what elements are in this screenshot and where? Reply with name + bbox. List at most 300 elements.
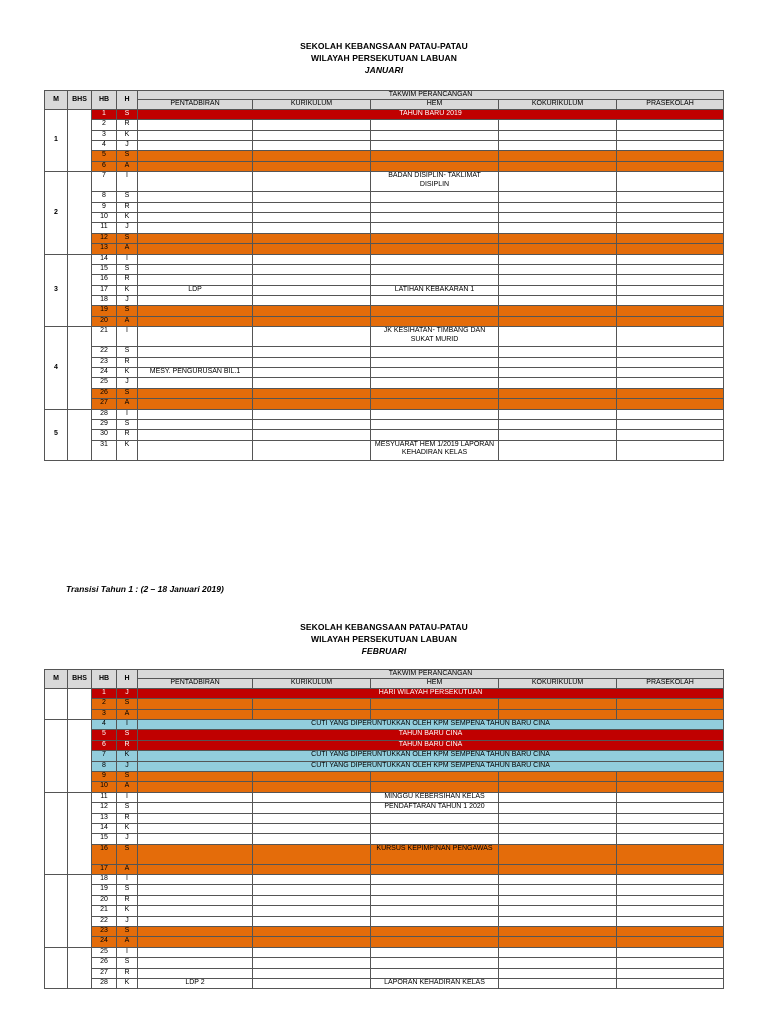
cell-kurikulum <box>253 440 371 460</box>
day-number: 19 <box>92 306 117 316</box>
day-number: 9 <box>92 771 117 781</box>
cell-kurikulum <box>253 813 371 823</box>
day-letter: J <box>117 378 138 388</box>
day-number: 7 <box>92 172 117 192</box>
day-number: 17 <box>92 864 117 874</box>
cell-prasekolah <box>617 409 724 419</box>
cell-hem <box>371 937 499 947</box>
table-row <box>45 233 724 243</box>
day-number: 1 <box>92 688 117 698</box>
cell-prasekolah <box>617 906 724 916</box>
cell-pentadbiran <box>138 192 253 202</box>
cell-kurikulum <box>253 916 371 926</box>
cell-kokurikulum <box>499 264 617 274</box>
day-number: 12 <box>92 233 117 243</box>
cell-kurikulum <box>253 327 371 347</box>
day-letter: I <box>117 875 138 885</box>
day-number: 3 <box>92 130 117 140</box>
day-letter: S <box>117 306 138 316</box>
cell-pentadbiran <box>138 120 253 130</box>
cell-kurikulum <box>253 803 371 813</box>
cell-kurikulum <box>253 844 371 864</box>
bhs-cell <box>68 792 92 874</box>
cell-kurikulum <box>253 357 371 367</box>
day-letter: J <box>117 761 138 771</box>
cell-kokurikulum <box>499 285 617 295</box>
cell-kokurikulum <box>499 254 617 264</box>
day-number: 5 <box>92 730 117 740</box>
cell-prasekolah <box>617 120 724 130</box>
table-row <box>45 316 724 326</box>
cell-prasekolah <box>617 161 724 171</box>
day-letter: J <box>117 140 138 150</box>
cell-kokurikulum <box>499 357 617 367</box>
cell-prasekolah <box>617 978 724 988</box>
table-row <box>45 192 724 202</box>
cell-prasekolah <box>617 792 724 802</box>
cell-prasekolah <box>617 388 724 398</box>
header-col-kokurikulum: KOKURIKULUM <box>499 679 617 688</box>
cell-pentadbiran <box>138 771 253 781</box>
day-number: 24 <box>92 937 117 947</box>
cell-kokurikulum <box>499 968 617 978</box>
cell-kurikulum <box>253 927 371 937</box>
cell-prasekolah <box>617 895 724 905</box>
table-row <box>45 823 724 833</box>
cell-hem <box>371 296 499 306</box>
cell-kokurikulum <box>499 844 617 864</box>
header-col-kurikulum: KURIKULUM <box>253 100 371 109</box>
cell-kokurikulum <box>499 792 617 802</box>
cell-kurikulum <box>253 316 371 326</box>
cell-hem: JK KESIHATAN- TIMBANG DAN SUKAT MURID <box>371 327 499 347</box>
week-number: 4 <box>45 327 68 409</box>
cell-hem <box>371 823 499 833</box>
cell-kokurikulum <box>499 834 617 844</box>
day-letter: K <box>117 285 138 295</box>
cell-hem <box>371 699 499 709</box>
day-letter: S <box>117 233 138 243</box>
cell-kokurikulum <box>499 399 617 409</box>
bhs-cell <box>68 254 92 327</box>
day-number: 23 <box>92 357 117 367</box>
holiday-event: CUTI YANG DIPERUNTUKKAN OLEH KPM SEMPENA TAHUN BARU CINA <box>138 719 724 729</box>
day-number: 20 <box>92 316 117 326</box>
day-number: 3 <box>92 709 117 719</box>
day-letter: R <box>117 357 138 367</box>
cell-prasekolah <box>617 233 724 243</box>
day-number: 14 <box>92 823 117 833</box>
day-letter: I <box>117 719 138 729</box>
day-letter: S <box>117 699 138 709</box>
cell-kokurikulum <box>499 347 617 357</box>
cell-hem <box>371 130 499 140</box>
cell-hem <box>371 202 499 212</box>
cell-kokurikulum <box>499 895 617 905</box>
table-row <box>45 699 724 709</box>
header-h: H <box>117 91 138 110</box>
table-row <box>45 419 724 429</box>
cell-hem <box>371 140 499 150</box>
cell-kokurikulum <box>499 306 617 316</box>
header-bhs: BHS <box>68 670 92 689</box>
day-number: 11 <box>92 792 117 802</box>
cell-prasekolah <box>617 399 724 409</box>
cell-hem <box>371 212 499 222</box>
cell-pentadbiran <box>138 357 253 367</box>
day-letter: I <box>117 947 138 957</box>
cell-pentadbiran: MESY. PENGURUSAN BIL.1 <box>138 368 253 378</box>
table-row <box>45 885 724 895</box>
holiday-event: TAHUN BARU 2019 <box>138 109 724 119</box>
cell-kurikulum <box>253 368 371 378</box>
cell-kokurikulum <box>499 233 617 243</box>
cell-pentadbiran <box>138 440 253 460</box>
day-letter: S <box>117 885 138 895</box>
day-letter: A <box>117 782 138 792</box>
day-letter: S <box>117 109 138 119</box>
cell-hem <box>371 275 499 285</box>
table-row <box>45 803 724 813</box>
cell-pentadbiran <box>138 895 253 905</box>
day-number: 15 <box>92 834 117 844</box>
cell-prasekolah <box>617 440 724 460</box>
day-letter: J <box>117 688 138 698</box>
week-number <box>45 688 68 719</box>
month-title-januari: JANUARI <box>364 65 404 75</box>
table-row <box>45 388 724 398</box>
cell-prasekolah <box>617 782 724 792</box>
cell-pentadbiran <box>138 947 253 957</box>
cell-kurikulum <box>253 782 371 792</box>
cell-pentadbiran <box>138 130 253 140</box>
cell-hem <box>371 864 499 874</box>
week-number: 1 <box>45 109 68 171</box>
cell-prasekolah <box>617 285 724 295</box>
cell-kokurikulum <box>499 875 617 885</box>
cell-kokurikulum <box>499 813 617 823</box>
cell-hem: LAPORAN KEHADIRAN KELAS <box>371 978 499 988</box>
cell-prasekolah <box>617 771 724 781</box>
cell-kokurikulum <box>499 864 617 874</box>
header-h: H <box>117 670 138 689</box>
cell-hem: MINGGU KEBERSIHAN KELAS <box>371 792 499 802</box>
table-row <box>45 368 724 378</box>
header-col-hem: HEM <box>371 100 499 109</box>
day-number: 18 <box>92 296 117 306</box>
table-row <box>45 761 724 771</box>
table-row <box>45 958 724 968</box>
day-letter: S <box>117 151 138 161</box>
table-row <box>45 430 724 440</box>
day-number: 16 <box>92 844 117 864</box>
day-number: 13 <box>92 813 117 823</box>
table-row <box>45 285 724 295</box>
week-number: 5 <box>45 409 68 460</box>
cell-prasekolah <box>617 264 724 274</box>
cell-pentadbiran <box>138 140 253 150</box>
cell-pentadbiran <box>138 306 253 316</box>
cell-pentadbiran <box>138 244 253 254</box>
table-row <box>45 709 724 719</box>
day-letter: K <box>117 130 138 140</box>
cell-hem <box>371 357 499 367</box>
header-m: M <box>45 670 68 689</box>
cell-hem: MESYUARAT HEM 1/2019 LAPORAN KEHADIRAN KELAS <box>371 440 499 460</box>
cell-kurikulum <box>253 937 371 947</box>
cell-kokurikulum <box>499 782 617 792</box>
cell-pentadbiran <box>138 813 253 823</box>
cell-prasekolah <box>617 192 724 202</box>
cell-kurikulum <box>253 120 371 130</box>
day-letter: K <box>117 368 138 378</box>
day-number: 22 <box>92 347 117 357</box>
cell-pentadbiran <box>138 399 253 409</box>
cell-prasekolah <box>617 212 724 222</box>
header-januari <box>0 40 768 76</box>
cell-prasekolah <box>617 885 724 895</box>
day-letter: R <box>117 275 138 285</box>
table-row <box>45 161 724 171</box>
day-letter: S <box>117 927 138 937</box>
cell-hem <box>371 192 499 202</box>
day-number: 1 <box>92 109 117 119</box>
cell-pentadbiran <box>138 885 253 895</box>
cell-hem <box>371 244 499 254</box>
day-letter: S <box>117 958 138 968</box>
day-letter: K <box>117 906 138 916</box>
cell-hem <box>371 895 499 905</box>
cell-kurikulum <box>253 409 371 419</box>
cell-prasekolah <box>617 834 724 844</box>
header-subrow <box>45 679 724 688</box>
cell-hem <box>371 264 499 274</box>
cell-kokurikulum <box>499 275 617 285</box>
holiday-event: TAHUN BARU CINA <box>138 730 724 740</box>
cell-kokurikulum <box>499 885 617 895</box>
cell-prasekolah <box>617 947 724 957</box>
cell-kokurikulum <box>499 958 617 968</box>
day-number: 10 <box>92 782 117 792</box>
table-row <box>45 254 724 264</box>
bhs-cell <box>68 109 92 171</box>
bhs-cell <box>68 172 92 254</box>
cell-pentadbiran <box>138 347 253 357</box>
header-col-prasekolah: PRASEKOLAH <box>617 100 724 109</box>
bhs-cell <box>68 688 92 719</box>
cell-pentadbiran <box>138 906 253 916</box>
cell-kokurikulum <box>499 430 617 440</box>
day-number: 28 <box>92 409 117 419</box>
day-number: 29 <box>92 419 117 429</box>
holiday-event: TAHUN BARU CINA <box>138 740 724 750</box>
day-number: 26 <box>92 958 117 968</box>
cell-kokurikulum <box>499 223 617 233</box>
cell-prasekolah <box>617 202 724 212</box>
day-number: 19 <box>92 885 117 895</box>
cell-prasekolah <box>617 419 724 429</box>
cell-kurikulum <box>253 306 371 316</box>
bhs-cell <box>68 947 92 989</box>
cell-kokurikulum <box>499 378 617 388</box>
table-row <box>45 130 724 140</box>
day-number: 12 <box>92 803 117 813</box>
cell-pentadbiran <box>138 834 253 844</box>
day-letter: K <box>117 978 138 988</box>
school-name: SEKOLAH KEBANGSAAN PATAU-PATAU <box>300 41 468 51</box>
header-col-pentadbiran: PENTADBIRAN <box>138 100 253 109</box>
cell-prasekolah <box>617 937 724 947</box>
table-row <box>45 740 724 750</box>
table-row <box>45 864 724 874</box>
cell-pentadbiran <box>138 803 253 813</box>
cell-prasekolah <box>617 316 724 326</box>
cell-hem <box>371 161 499 171</box>
cell-kurikulum <box>253 968 371 978</box>
bhs-cell <box>68 875 92 948</box>
table-row <box>45 296 724 306</box>
day-letter: S <box>117 264 138 274</box>
cell-kokurikulum <box>499 419 617 429</box>
cell-prasekolah <box>617 813 724 823</box>
cell-kokurikulum <box>499 316 617 326</box>
cell-hem: LATIHAN KEBAKARAN 1 <box>371 285 499 295</box>
cell-kurikulum <box>253 709 371 719</box>
day-number: 27 <box>92 968 117 978</box>
cell-pentadbiran <box>138 823 253 833</box>
cell-hem <box>371 916 499 926</box>
header-takwim: TAKWIM PERANCANGAN <box>138 91 724 100</box>
day-letter: S <box>117 192 138 202</box>
day-letter: A <box>117 244 138 254</box>
cell-hem <box>371 813 499 823</box>
table-row <box>45 947 724 957</box>
cell-hem <box>371 782 499 792</box>
cell-pentadbiran <box>138 161 253 171</box>
cell-prasekolah <box>617 844 724 864</box>
cell-kokurikulum <box>499 202 617 212</box>
day-number: 8 <box>92 761 117 771</box>
cell-kurikulum <box>253 419 371 429</box>
table-row <box>45 244 724 254</box>
cell-kokurikulum <box>499 130 617 140</box>
cell-prasekolah <box>617 130 724 140</box>
school-name: SEKOLAH KEBANGSAAN PATAU-PATAU <box>300 622 468 632</box>
header-bhs: BHS <box>68 91 92 110</box>
cell-kokurikulum <box>499 823 617 833</box>
cell-pentadbiran <box>138 958 253 968</box>
cell-hem <box>371 947 499 957</box>
day-number: 30 <box>92 430 117 440</box>
day-number: 10 <box>92 212 117 222</box>
cell-kurikulum <box>253 264 371 274</box>
table-row <box>45 347 724 357</box>
cell-hem <box>371 419 499 429</box>
cell-hem <box>371 771 499 781</box>
day-number: 28 <box>92 978 117 988</box>
cell-hem <box>371 927 499 937</box>
header-m: M <box>45 91 68 110</box>
day-number: 21 <box>92 327 117 347</box>
table-row <box>45 834 724 844</box>
cell-prasekolah <box>617 368 724 378</box>
transition-note: Transisi Tahun 1 : (2 – 18 Januari 2019) <box>66 584 224 594</box>
cell-kurikulum <box>253 233 371 243</box>
cell-pentadbiran <box>138 937 253 947</box>
cell-hem <box>371 834 499 844</box>
table-row <box>45 140 724 150</box>
table-row <box>45 172 724 192</box>
day-letter: A <box>117 161 138 171</box>
week-number <box>45 792 68 874</box>
holiday-event: CUTI YANG DIPERUNTUKKAN OLEH KPM SEMPENA TAHUN BARU CINA <box>138 751 724 761</box>
header-col-kurikulum: KURIKULUM <box>253 679 371 688</box>
holiday-event: CUTI YANG DIPERUNTUKKAN OLEH KPM SEMPENA TAHUN BARU CINA <box>138 761 724 771</box>
cell-hem <box>371 316 499 326</box>
day-number: 27 <box>92 399 117 409</box>
cell-pentadbiran <box>138 233 253 243</box>
table-row <box>45 751 724 761</box>
table-row <box>45 202 724 212</box>
day-letter: I <box>117 409 138 419</box>
cell-hem <box>371 378 499 388</box>
day-number: 4 <box>92 140 117 150</box>
cell-kurikulum <box>253 275 371 285</box>
table-row <box>45 378 724 388</box>
table-row <box>45 109 724 119</box>
header-row <box>45 670 724 679</box>
table-row <box>45 151 724 161</box>
cell-hem <box>371 368 499 378</box>
table-row <box>45 782 724 792</box>
day-letter: R <box>117 202 138 212</box>
table-row <box>45 771 724 781</box>
cell-kurikulum <box>253 947 371 957</box>
cell-hem: BADAN DISIPLIN- TAKLIMAT DISIPLIN <box>371 172 499 192</box>
cell-kurikulum <box>253 885 371 895</box>
calendar-table-februari <box>44 669 724 989</box>
day-number: 9 <box>92 202 117 212</box>
day-number: 13 <box>92 244 117 254</box>
cell-kurikulum <box>253 399 371 409</box>
cell-hem: PENDAFTARAN TAHUN 1 2020 <box>371 803 499 813</box>
day-letter: R <box>117 895 138 905</box>
cell-kurikulum <box>253 285 371 295</box>
table-row <box>45 275 724 285</box>
cell-kurikulum <box>253 212 371 222</box>
day-letter: R <box>117 430 138 440</box>
cell-hem: KURSUS KEPIMPINAN PENGAWAS <box>371 844 499 864</box>
table-row <box>45 212 724 222</box>
cell-hem <box>371 233 499 243</box>
day-letter: J <box>117 834 138 844</box>
cell-kokurikulum <box>499 409 617 419</box>
table-row <box>45 719 724 729</box>
cell-prasekolah <box>617 296 724 306</box>
day-number: 6 <box>92 740 117 750</box>
cell-kurikulum <box>253 161 371 171</box>
table-row <box>45 978 724 988</box>
cell-hem <box>371 430 499 440</box>
calendar-table-januari <box>44 90 724 461</box>
cell-kokurikulum <box>499 927 617 937</box>
day-letter: S <box>117 419 138 429</box>
day-letter: I <box>117 172 138 192</box>
table-row <box>45 968 724 978</box>
cell-hem <box>371 254 499 264</box>
region-name: WILAYAH PERSEKUTUAN LABUAN <box>310 634 457 644</box>
cell-pentadbiran <box>138 792 253 802</box>
